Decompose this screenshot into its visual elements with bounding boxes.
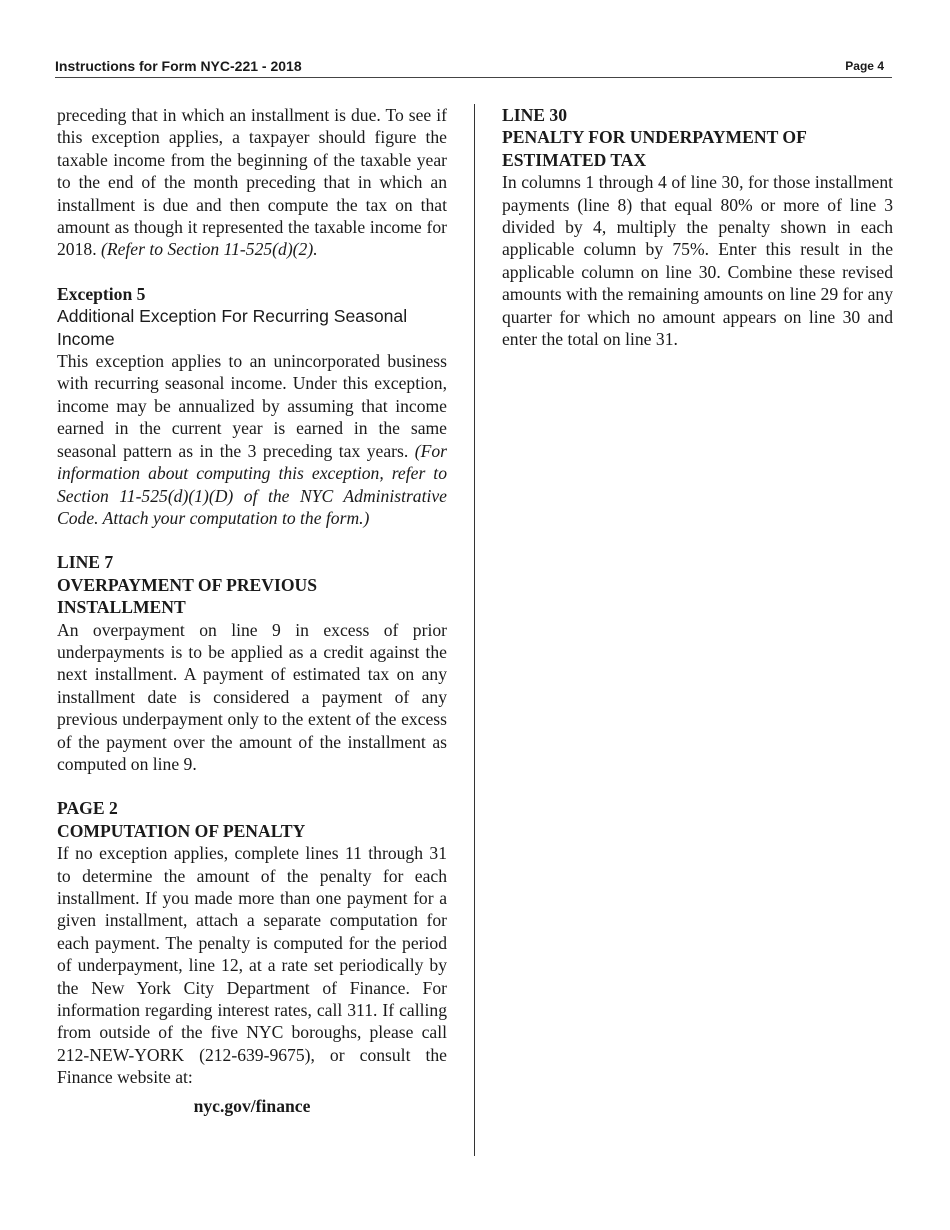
intro-text: preceding that in which an installment is due. To see if this exception applies, a taxpayer should figure the taxable income from the beginning of the taxable year to the end of the month preceding that in which an installment is due and then compute the tax on that amount as though it represented the taxable income for 2018. [57, 105, 447, 260]
page-header [55, 57, 892, 78]
line-30-body: In columns 1 through 4 of line 30, for those installment payments (line 8) that equal 80% or more of line 3 divided by 4, multiply the penalty shown in each applicable column by 75%. Enter this result in the applicable column on line 30. Combine these revised amounts with the remaining amounts on line 29 for any quarter for which no amount appears on line 30 and enter the total on line 31. [502, 172, 893, 350]
line-7-section [57, 551, 447, 775]
line-30-label: LINE 30 [502, 105, 568, 125]
page-number: Page 4 [845, 59, 884, 73]
document-title: Instructions for Form NYC-221 - 2018 [55, 58, 302, 74]
page-2-section [57, 797, 447, 1117]
left-column [57, 104, 447, 1117]
right-column [502, 104, 893, 350]
finance-website-url: nyc.gov/finance [193, 1095, 311, 1116]
page-2-label: PAGE 2 [57, 798, 118, 819]
exception-5-body: This exception applies to an unincorporated business with recurring seasonal income. Under this exception, income may be annualized by assuming that income earned in the current year is earned in the same seasonal pattern as in the 3 preceding tax years. [57, 351, 447, 461]
column-divider [474, 104, 475, 1156]
line-7-body: An overpayment on line 9 in excess of prior underpayments is to be applied as a credit against the next installment. A payment of estimated tax on any installment date is considered a payment of any previous underpayment only to the extent of the excess of the payment over the amount of the installment as computed on line 9. [57, 619, 447, 774]
exception-5-subtitle: Additional Exception For Recurring Seasonal Income [57, 306, 408, 349]
page-2-body: If no exception applies, complete lines 11 through 31 to determine the amount of the penalty for each installment. If you made more than one payment for a given installment, attach a separate computation for each payment. The penalty is computed for the period of underpayment, line 12, at a rate set periodically by the New York City Department of Finance. For information regarding interest rates, call 311. If calling from outside of the five NYC boroughs, please call 212-NEW-YORK (212-639-9675), or consult the Finance website at: [57, 843, 447, 1088]
page-2-title: COMPUTATION OF PENALTY [57, 820, 306, 841]
exception-5-note: (For information about computing this exception, refer to Section 11-525(d)(1)(D) of the NYC Administrative Code. Attach your computation to the form.) [57, 440, 447, 528]
line-30-title: PENALTY FOR UNDERPAYMENT OF ESTIMATED TAX [502, 127, 807, 170]
exception-5-label: Exception 5 [57, 283, 146, 304]
line-7-title: OVERPAYMENT OF PREVIOUS INSTALLMENT [57, 574, 318, 618]
intro-reference: (Refer to Section 11-525(d)(2). [101, 239, 318, 260]
exception-5-paragraph [57, 350, 447, 529]
exception-5-section [57, 283, 447, 529]
intro-paragraph [57, 104, 447, 261]
line-30-section [502, 104, 893, 350]
line-7-label: LINE 7 [57, 552, 114, 573]
